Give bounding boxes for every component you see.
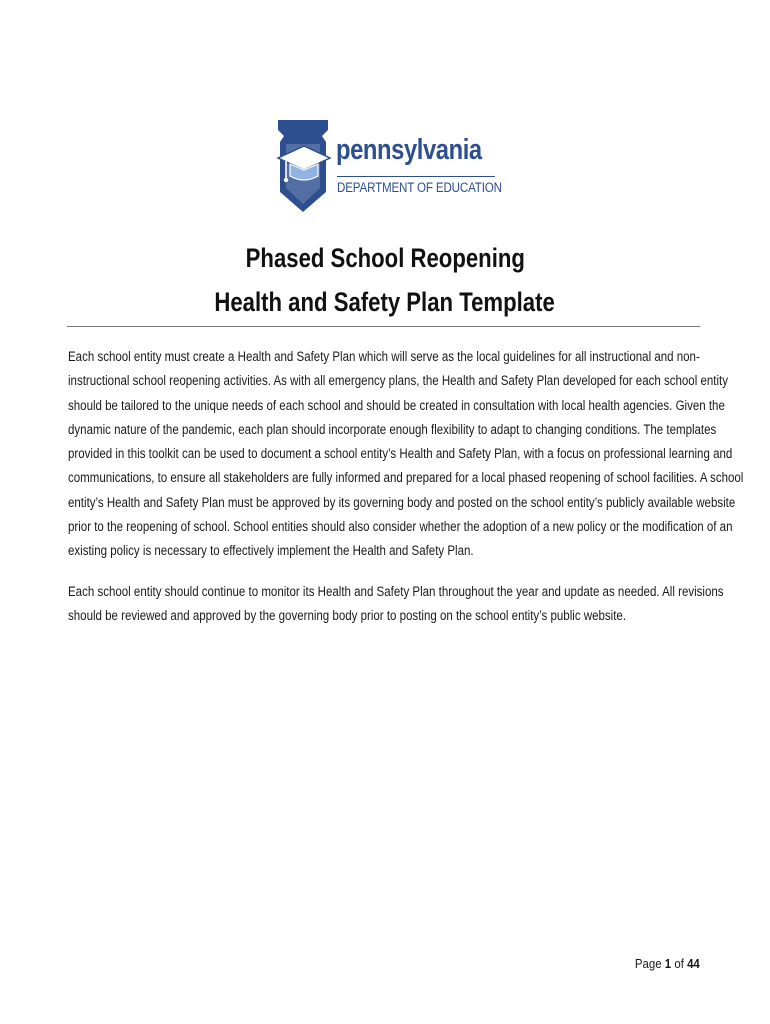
paragraph-line: existing policy is necessary to effectively implement the Health and Safety Plan. [68,543,474,559]
of-label: of [674,956,685,971]
paragraph-line: Each school entity should continue to monitor its Health and Safety Plan throughout the year and update as needed. All revisions [68,584,724,599]
paragraph-line: should be tailored to the unique needs of each school and should be created in consultation with local health agencies. Given the [68,397,725,413]
page-footer [626,956,700,971]
paragraph-line: prior to the reopening of school. School entities should also consider whether the adoption of a new policy or the modification of an [68,519,733,535]
paragraph-line: dynamic nature of the pandemic, each plan should incorporate enough flexibility to adapt to changing conditions. The templates [68,421,717,437]
paragraph-line: entity’s Health and Safety Plan must be approved by its governing body and posted on the school entity’s publicly available website [68,494,736,510]
page-title-line-2 [0,287,770,318]
paragraph-line: provided in this toolkit can be used to document a school entity’s Health and Safety Plan, with a focus on professional learning and [68,446,733,462]
paragraph-line: communications, to ensure all stakeholders are fully informed and prepared for a local phased reopening of school facilities. A school [68,470,744,486]
total-pages: 44 [687,956,700,971]
logo-department-text: DEPARTMENT OF EDUCATION [337,180,502,195]
page-title-line-1 [0,243,770,274]
paragraph-line: should be reviewed and approved by the governing body prior to posting on the school entity’s public website. [68,608,627,624]
page-number [635,956,700,971]
paragraph-line: instructional school reopening activities. As with all emergency plans, the Health and Safety Plan developed for each school entity [68,373,728,389]
page-title-text-1: Phased School Reopening [245,243,525,273]
logo-divider [337,176,495,177]
current-page: 1 [664,956,672,971]
title-underline [67,326,700,327]
page-label: Page [635,956,662,971]
intro-paragraph [68,345,770,564]
logo-wordmark: pennsylvania [336,134,482,166]
paragraph-line: Each school entity must create a Health and Safety Plan which will serve as the local guidelines for all instructional and non- [68,349,700,364]
page-title-text-2: Health and Safety Plan Template [214,287,556,317]
monitoring-paragraph [68,580,770,629]
keystone-graduation-cap-icon [272,118,334,214]
